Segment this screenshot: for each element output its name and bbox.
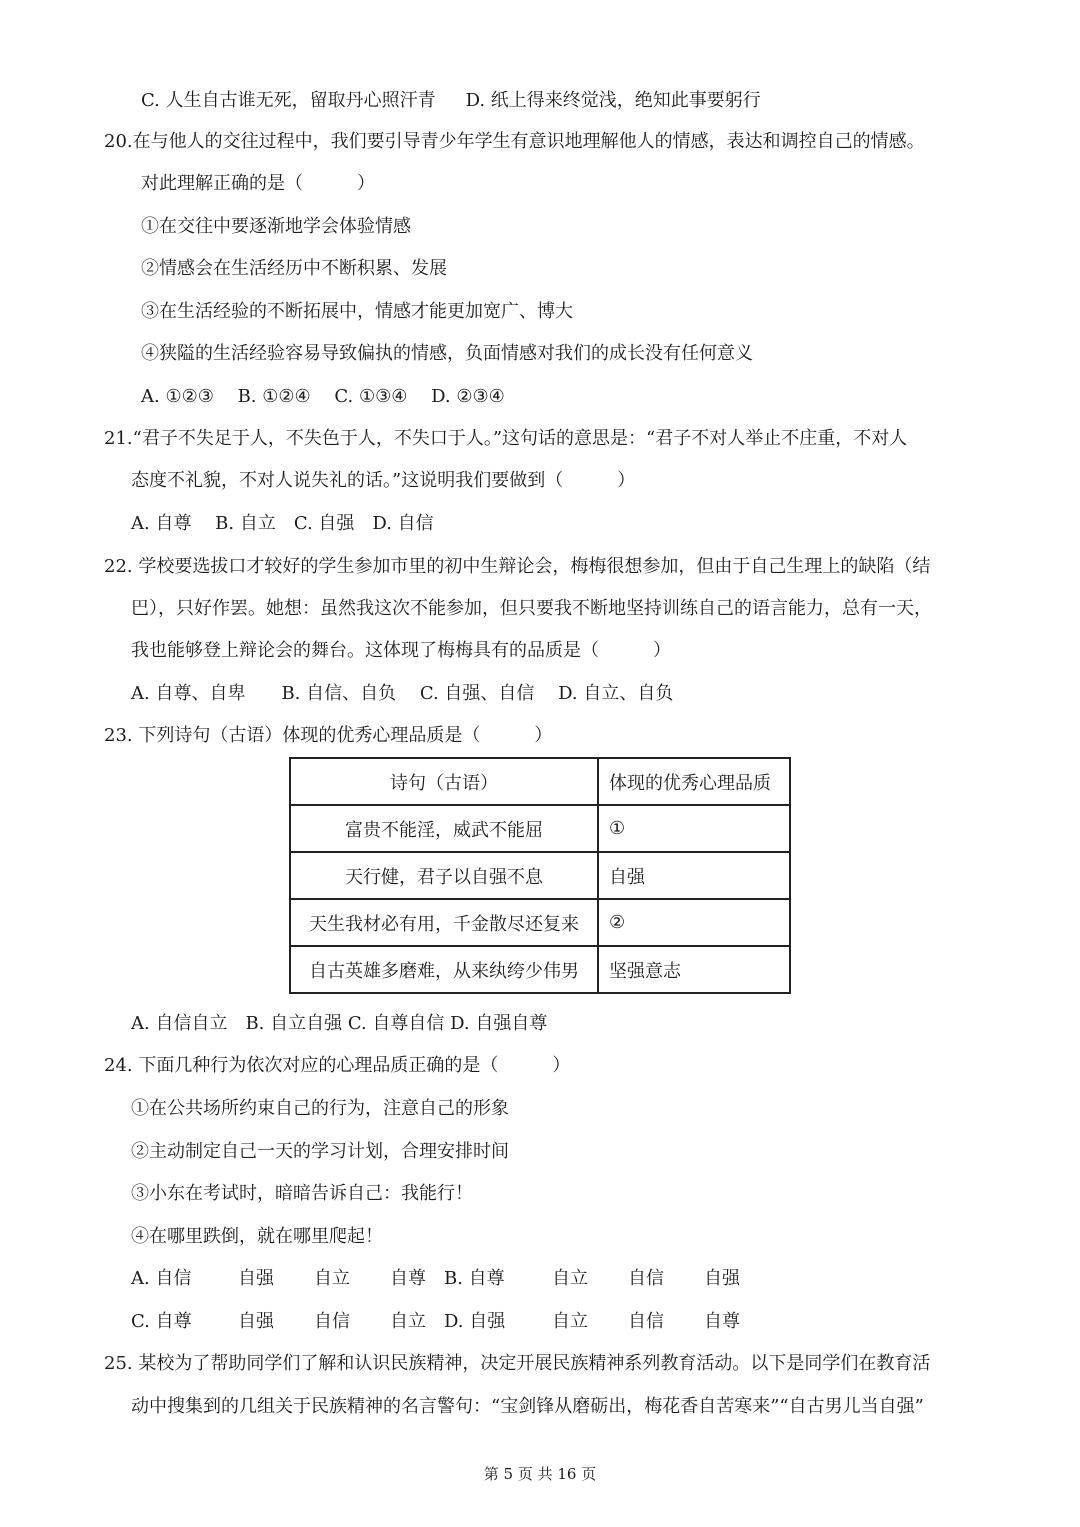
q24-option: 自信	[628, 1311, 664, 1332]
q19-option-c: C. 人生自古谁无死，留取丹心照汗青	[141, 90, 436, 111]
q19-tail-options	[141, 90, 761, 112]
q24-option: D. 自强	[444, 1311, 506, 1332]
table-row	[290, 852, 790, 899]
q22-stem-line2: 巴），只好作罢。她想：虽然我这次不能参加，但只要我不断地坚持训练自己的语言能力，总有一天，	[131, 598, 932, 619]
q23-options: A. 自信自立 B. 自立自强 C. 自尊自信 D. 自强自尊	[131, 1013, 548, 1034]
q20-stem-line2: 对此理解正确的是（ ）	[141, 173, 375, 194]
q23-table	[289, 757, 791, 994]
table-cell-quality: ①	[598, 805, 790, 852]
q24-stem: 24. 下面几种行为依次对应的心理品质正确的是（ ）	[104, 1055, 571, 1076]
q20-item-1: ①在交往中要逐渐地学会体验情感	[141, 216, 411, 237]
table-header-poem: 诗句（古语）	[290, 758, 598, 805]
q24-option: B. 自尊	[444, 1268, 505, 1289]
q21-stem-line2: 态度不礼貌，不对人说失礼的话。”这说明我们要做到（ ）	[131, 470, 636, 491]
table-header-row	[290, 758, 790, 805]
q22-stem-line1: 22. 学校要选拔口才较好的学生参加市里的初中生辩论会，梅梅很想参加，但由于自己生理上的缺陷（结	[104, 556, 931, 577]
q20-item-3: ③在生活经验的不断拓展中，情感才能更加宽广、博大	[141, 301, 573, 322]
q24-option: A. 自信	[131, 1268, 192, 1289]
q24-item-4: ④在哪里跌倒，就在哪里爬起！	[131, 1226, 383, 1247]
q21-stem-line1: 21.“君子不失足于人，不失色于人，不失口于人。”这句话的意思是：“君子不对人举止不庄重，不对人	[104, 428, 908, 449]
table-header-quality: 体现的优秀心理品质	[598, 758, 790, 805]
q24-option: 自立	[390, 1311, 426, 1332]
table-cell-poem: 天行健，君子以自强不息	[290, 852, 598, 899]
q23-stem: 23. 下列诗句（古语）体现的优秀心理品质是（ ）	[104, 725, 553, 746]
q24-option: 自立	[314, 1268, 350, 1289]
q24-option: 自尊	[704, 1311, 740, 1332]
page-footer: 第 5 页 共 16 页	[483, 1465, 597, 1483]
q20-item-2: ②情感会在生活经历中不断积累、发展	[141, 258, 447, 279]
q20-item-4: ④狭隘的生活经验容易导致偏执的情感，负面情感对我们的成长没有任何意义	[141, 343, 753, 364]
q24-option: 自尊	[390, 1268, 426, 1289]
q21-options: A. 自尊 B. 自立 C. 自强 D. 自信	[131, 513, 434, 534]
table-cell-poem: 自古英雄多磨难，从来纨绔少伟男	[290, 946, 598, 993]
q25-stem-line2: 动中搜集到的几组关于民族精神的名言警句：“宝剑锋从磨砺出，梅花香自苦寒来”“自古男儿当自强”	[131, 1396, 924, 1417]
q24-option: 自强	[704, 1268, 740, 1289]
q24-item-2: ②主动制定自己一天的学习计划，合理安排时间	[131, 1141, 509, 1162]
table-cell-quality: 自强	[598, 852, 790, 899]
q24-option: 自强	[238, 1311, 274, 1332]
q22-stem-line3: 我也能够登上辩论会的舞台。这体现了梅梅具有的品质是（ ）	[131, 640, 671, 661]
q24-option: 自立	[552, 1311, 588, 1332]
q24-option: 自信	[628, 1268, 664, 1289]
table-row	[290, 946, 790, 993]
q22-options: A. 自尊、自卑 B. 自信、自负 C. 自强、自信 D. 自立、自负	[131, 683, 674, 704]
q20-stem-line1: 20.在与他人的交往过程中，我们要引导青少年学生有意识地理解他人的情感，表达和调控自己的情感。	[104, 131, 925, 152]
table-row	[290, 899, 790, 946]
q20-options: A. ①②③ B. ①②④ C. ①③④ D. ②③④	[141, 386, 505, 407]
q24-option: 自立	[552, 1268, 588, 1289]
table-cell-quality: ②	[598, 899, 790, 946]
table-cell-quality: 坚强意志	[598, 946, 790, 993]
q24-option: C. 自尊	[131, 1311, 192, 1332]
q24-option: 自信	[314, 1311, 350, 1332]
table-cell-poem: 富贵不能淫，威武不能屈	[290, 805, 598, 852]
q24-item-3: ③小东在考试时，暗暗告诉自己：我能行！	[131, 1183, 473, 1204]
q24-option: 自强	[238, 1268, 274, 1289]
q19-option-d: D. 纸上得来终觉浅，绝知此事要躬行	[465, 90, 761, 111]
table-row	[290, 805, 790, 852]
table-cell-poem: 天生我材必有用，千金散尽还复来	[290, 899, 598, 946]
q24-item-1: ①在公共场所约束自己的行为，注意自己的形象	[131, 1098, 509, 1119]
q25-stem-line1: 25. 某校为了帮助同学们了解和认识民族精神，决定开展民族精神系列教育活动。以下是同学们在教育活	[104, 1353, 931, 1374]
